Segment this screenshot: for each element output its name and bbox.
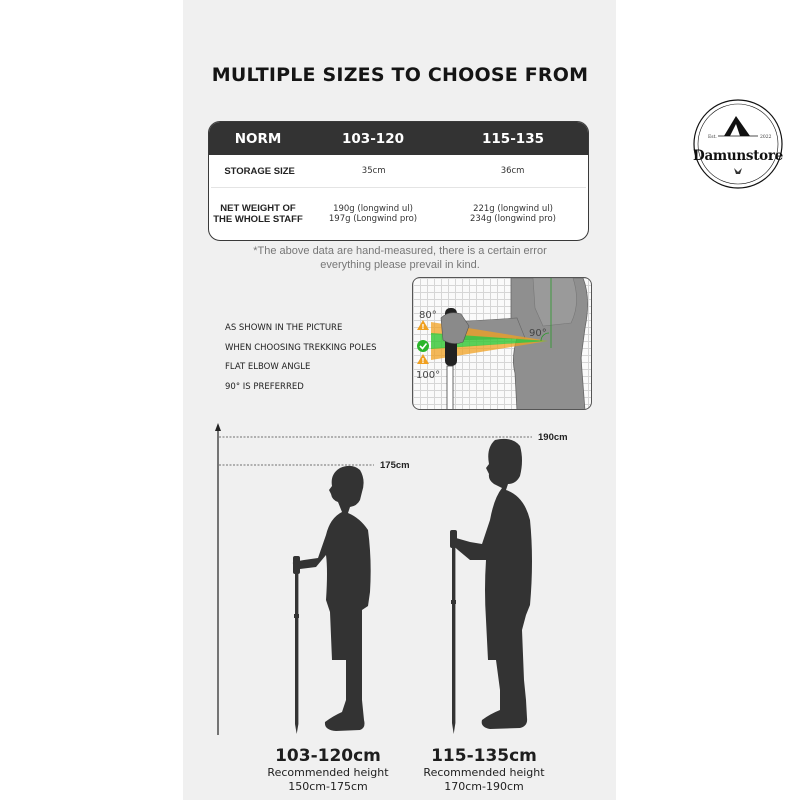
tip-line: WHEN CHOOSING TREKKING POLES (225, 342, 377, 353)
logo-badge-icon (684, 98, 792, 190)
recommended-range: 170cm-190cm (444, 780, 524, 793)
row-label-weight-line1: NET WEIGHT OF (220, 203, 296, 214)
weight-large-ul: 221g (longwind ul) (473, 204, 553, 214)
warning-icon-bottom (417, 354, 429, 365)
logo-est-right: 2022 (760, 135, 772, 140)
spec-table (208, 121, 589, 241)
footnote-line1: *The above data are hand-measured, there is a certain error (253, 245, 547, 257)
size-caption-tall (384, 746, 584, 794)
elbow-angle-figure (412, 277, 592, 410)
height-marker-190: 190cm (538, 432, 568, 443)
elbow-angle-illustration (413, 278, 592, 410)
angle-label-80: 80° (419, 310, 437, 321)
size-label: 115-135cm (431, 746, 537, 766)
tip-line: FLAT ELBOW ANGLE (225, 362, 311, 372)
storage-small: 35cm (361, 166, 386, 176)
logo-est-left: Est. (708, 135, 717, 140)
storage-large: 36cm (500, 166, 525, 176)
svg-text:!: ! (421, 357, 425, 365)
store-logo (684, 98, 792, 190)
row-label-weight-line2: THE WHOLE STAFF (213, 214, 303, 225)
footnote-line2: everything please prevail in kind. (320, 259, 480, 271)
elbow-tips (225, 319, 377, 397)
size-label: 103-120cm (275, 746, 381, 766)
weight-small-pro: 197g (Longwind pro) (328, 214, 418, 224)
recommended-caption: Recommended height (267, 766, 389, 779)
shoulder-shape (533, 278, 577, 326)
angle-label-100: 100° (416, 370, 441, 381)
tip-line: 90° IS PREFERRED (225, 381, 304, 392)
recommended-caption: Recommended height (423, 766, 545, 779)
table-row-storage (211, 155, 586, 188)
spec-table-header (209, 122, 588, 155)
header-size-large: 115-135 (482, 130, 544, 147)
row-label-storage: STORAGE SIZE (224, 165, 295, 177)
page-title: MULTIPLE SIZES TO CHOOSE FROM (211, 64, 589, 86)
logo-name: Damunstore (693, 148, 783, 164)
header-norm: NORM (234, 130, 282, 147)
angle-label-90: 90° (529, 328, 547, 339)
svg-text:!: ! (421, 323, 425, 331)
footnote (0, 244, 800, 272)
tip-line: AS SHOWN IN THE PICTURE (225, 323, 343, 333)
warning-icon-top (417, 320, 429, 331)
table-row-weight (209, 188, 588, 240)
weight-large-pro: 234g (longwind pro) (469, 214, 556, 224)
weight-large (439, 204, 587, 224)
check-icon (417, 340, 429, 352)
row-label-weight (209, 203, 307, 225)
header-size-small: 103-120 (342, 130, 404, 147)
weight-small (307, 204, 439, 224)
height-marker-175: 175cm (380, 460, 410, 471)
weight-small-ul: 190g (longwind ul) (333, 204, 413, 214)
pole-shaft (447, 366, 453, 410)
recommended-range: 150cm-175cm (288, 780, 368, 793)
